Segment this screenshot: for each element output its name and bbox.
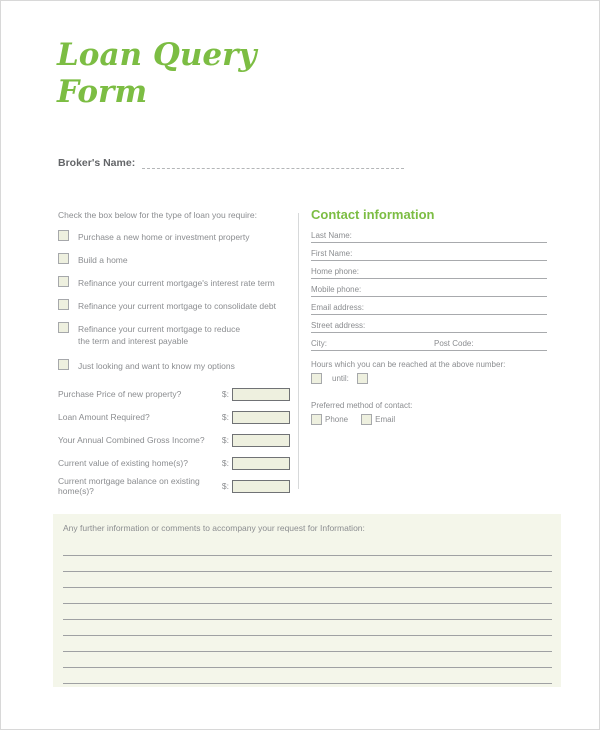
broker-name-label: Broker's Name: [58,157,136,169]
mobile-phone-label: Mobile phone: [311,285,362,294]
hours-row [311,373,547,384]
comment-line[interactable] [63,652,552,668]
comment-line[interactable] [63,668,552,684]
gross-income-input[interactable] [232,434,290,447]
postcode-label: Post Code: [434,339,474,348]
hours-label: Hours which you can be reached at the above number: [311,360,506,369]
financial-question-row [58,455,290,471]
contact-information-section [311,207,547,425]
financial-question-row [58,386,290,402]
preferred-contact-label: Preferred method of contact: [311,401,413,410]
loan-option-checkbox-refinance-rate[interactable] [58,276,69,287]
broker-name-row [58,157,388,169]
comment-line[interactable] [63,636,552,652]
until-label: until: [332,374,349,383]
comment-line[interactable] [63,556,552,572]
last-name-field[interactable] [311,225,547,243]
first-name-field[interactable] [311,243,547,261]
comment-line[interactable] [63,540,552,556]
loan-option-checkbox-purchase[interactable] [58,230,69,241]
financial-question-label: Current mortgage balance on existing home(s)? [58,476,200,496]
financial-questions-section [58,386,290,501]
currency-prefix: $: [221,389,229,399]
comments-section [53,514,561,687]
currency-prefix: $: [221,458,229,468]
loan-option-label: Build a home [78,255,128,265]
financial-question-label: Current value of existing home(s)? [58,458,188,468]
financial-question-row [58,409,290,425]
loan-option-row [58,276,294,289]
phone-checkbox[interactable] [311,414,322,425]
loan-option-checkbox-build[interactable] [58,253,69,264]
financial-question-row [58,432,290,448]
comment-line[interactable] [63,588,552,604]
loan-option-label: Purchase a new home or investment property [78,232,250,242]
loan-option-row [58,230,294,243]
loan-option-label: Refinance your current mortgage to reduce the term and interest payable [78,324,241,346]
loan-option-checkbox-just-looking[interactable] [58,359,69,370]
home-phone-field[interactable] [311,261,547,279]
city-label: City: [311,339,327,348]
comment-line[interactable] [63,620,552,636]
phone-option-label: Phone [325,415,349,424]
loan-option-checkbox-consolidate[interactable] [58,299,69,310]
hours-until-checkbox[interactable] [357,373,368,384]
street-address-field[interactable] [311,315,547,333]
last-name-label: Last Name: [311,231,352,240]
mobile-phone-field[interactable] [311,279,547,297]
email-checkbox[interactable] [361,414,372,425]
purchase-price-input[interactable] [232,388,290,401]
column-divider [298,213,299,489]
financial-question-row [58,478,290,494]
mortgage-balance-input[interactable] [232,480,290,493]
financial-question-label: Loan Amount Required? [58,412,150,422]
financial-question-label: Your Annual Combined Gross Income? [58,435,205,445]
loan-amount-input[interactable] [232,411,290,424]
financial-question-label: Purchase Price of new property? [58,389,182,399]
loan-type-section [58,210,294,382]
currency-prefix: $: [221,412,229,422]
preferred-contact-row [311,414,547,425]
page-title-line1: Loan Query [57,37,257,73]
email-address-field[interactable] [311,297,547,315]
broker-name-input[interactable] [142,157,404,169]
current-value-input[interactable] [232,457,290,470]
page-title-line2: Form [57,74,148,110]
page-title [57,37,257,111]
comment-line[interactable] [63,604,552,620]
loan-option-row [58,253,294,266]
currency-prefix: $: [221,481,229,491]
loan-option-label: Refinance your current mortgage's interest rate term [78,278,275,288]
loan-option-checkbox-reduce-term[interactable] [58,322,69,333]
comment-line[interactable] [63,572,552,588]
loan-option-row [58,359,294,372]
home-phone-label: Home phone: [311,267,360,276]
first-name-label: First Name: [311,249,353,258]
currency-prefix: $: [221,435,229,445]
city-postcode-field[interactable] [311,333,547,351]
email-address-label: Email address: [311,303,364,312]
street-address-label: Street address: [311,321,366,330]
contact-heading: Contact information [311,207,435,222]
loan-option-label: Refinance your current mortgage to consolidate debt [78,301,276,311]
comments-label: Any further information or comments to accompany your request for Information: [63,523,365,533]
loan-option-row [58,299,294,312]
comments-write-area [63,540,552,684]
loan-option-row [58,322,294,347]
loan-type-intro: Check the box below for the type of loan you require: [58,210,257,220]
hours-from-checkbox[interactable] [311,373,322,384]
loan-option-label: Just looking and want to know my options [78,361,235,371]
email-option-label: Email [375,415,396,424]
